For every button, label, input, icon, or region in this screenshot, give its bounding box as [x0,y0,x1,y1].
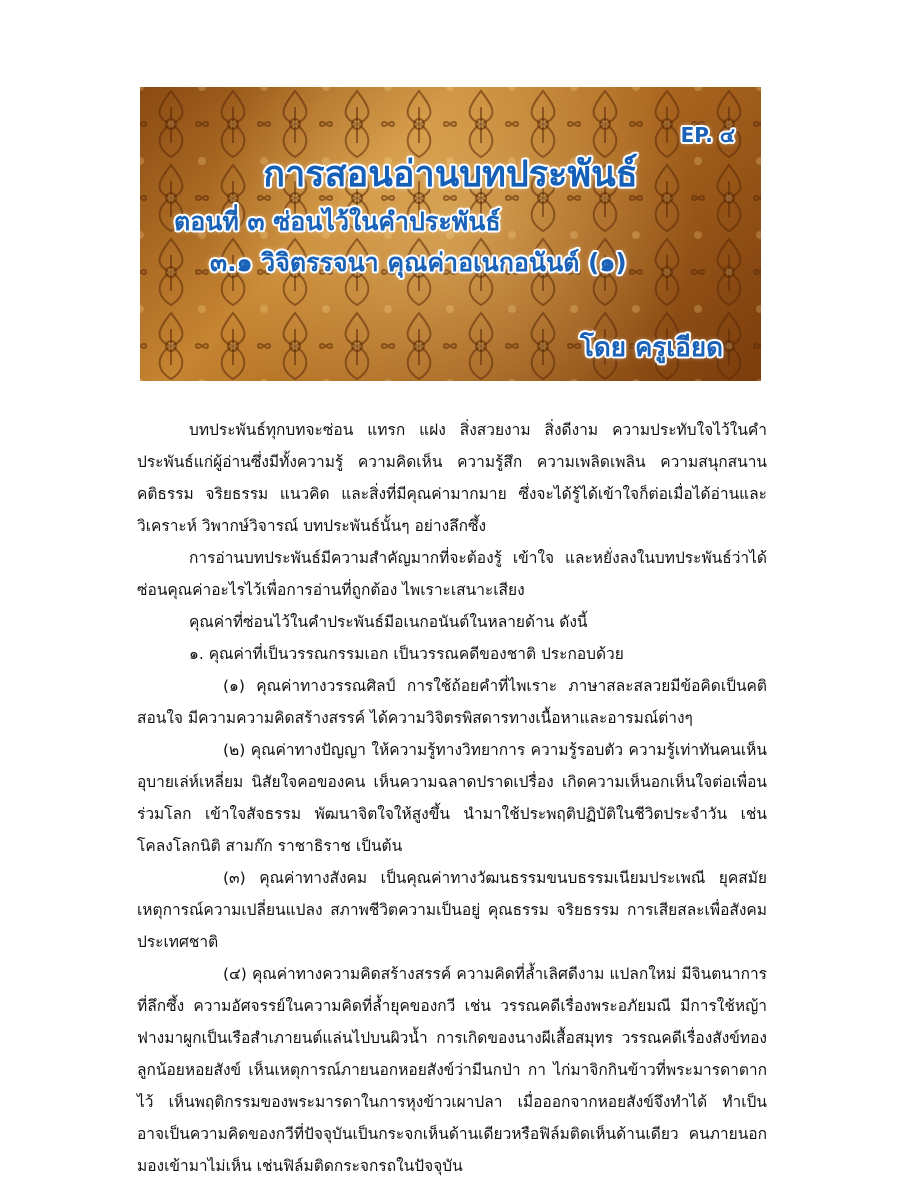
episode-label: EP. ๔ [680,123,735,147]
sub-item-wisdom: (๒) คุณค่าทางปัญญา ให้ความรู้ทางวิทยาการ ความรู้รอบตัว ความรู้เท่าทันคนเห็นอุบายเล่ห์เหลี่ยม นิสัยใจคอของคน เห็นความฉลาดปราดเปรื่อง เกิดความเห็นอกเห็นใจต่อเพื่อนร่วมโลก เข้าใจสัจธรรม พัฒนาจิตใจให้สูงขึ้น นำมาใช้ประพฤติปฏิบัติในชีวิตประจำวัน เช่น โคลงโลกนิติ สามก๊ก ราชาธิราช เป็นต้น [137,741,767,855]
paragraph-intro: บทประพันธ์ทุกบทจะซ่อน แทรก แฝง สิ่งสวยงาม สิ่งดีงาม ความประทับใจไว้ในคำประพันธ์แก่ผู้อ่านซึ่งมีทั้งความรู้ ความคิดเห็น ความรู้สึก ความเพลิดเพลิน ความสนุกสนาน คติธรรม จริยธรรม แนวคิด และสิ่งที่มีคุณค่ามากมาย ซึ่งจะได้รู้ได้เข้าใจก็ต่อเมื่อได้อ่านและวิเคราะห์ วิพากษ์วิจารณ์ บทประพันธ์นั้นๆ อย่างลึกซึ้ง [137,421,767,535]
sub-item-creative: (๔) คุณค่าทางความคิดสร้างสรรค์ ความคิดที่ล้ำเลิศดีงาม แปลกใหม่ มีจินตนาการที่ลึกซึ้ง ความอัศจรรย์ในความคิดที่ล้ำยุคของกวี เช่น วรรณคดีเรื่องพระอภัยมณี มีการใช้หญ้าฟางมาผูกเป็นเรือสำเภายนต์แล่นไปบนผิวน้ำ การเกิดของนางผีเสื้อสมุทร วรรณคดีเรื่องสังข์ทอง ลูกน้อยหอยสังข์ เห็นเหตุการณ์ภายนอกหอยสังข์ว่ามีนกป่า กา ไก่มาจิกกินข้าวที่พระมารดาตากไว้ เห็นพฤติกรรมของพระมารดาในการหุงข้าวเผาปลา เมื่อออกจากหอยสังข์จึงทำได้ ทำเป็น อาจเป็นความคิดของกวีที่ปัจจุบันเป็นกระจกเห็นด้านเดียวหรือฟิล์มติดเห็นด้านเดียว คนภายนอกมองเข้ามาไม่เห็น เช่นฟิล์มติดกระจกรถในปัจจุบัน [137,965,767,1175]
sub-item-literary: (๑) คุณค่าทางวรรณศิลป์ การใช้ถ้อยคำที่ไพเราะ ภาษาสละสลวยมีข้อคิดเป็นคติสอนใจ มีความความคิดสร้างสรรค์ ได้ความวิจิตรพิสดารทางเนื้อหาและอารมณ์ต่างๆ [137,677,767,727]
sub-item-social: (๓) คุณค่าทางสังคม เป็นคุณค่าทางวัฒนธรรมขนบธรรมเนียมประเพณี ยุคสมัย เหตุการณ์ความเปลี่ยนแปลง สภาพชีวิตความเป็นอยู่ คุณธรรม จริยธรรม การเสียสละเพื่อสังคม ประเทศชาติ [137,869,767,951]
chapter-heading: ตอนที่ ๓ ซ่อนไว้ในคำประพันธ์ [174,207,501,236]
banner-title: การสอนอ่านบทประพันธ์ [263,154,638,195]
paragraph-values-intro: คุณค่าที่ซ่อนไว้ในคำประพันธ์มีอเนกอนันต์ในหลายด้าน ดังนี้ [189,613,588,631]
author-label: โดย ครูเอียด [579,333,723,363]
paragraph-importance: การอ่านบทประพันธ์มีความสำคัญมากที่จะต้องรู้ เข้าใจ และหยั่งลงในบทประพันธ์ว่าได้ซ่อนคุณค่าอะไรไว้เพื่อการอ่านที่ถูกต้อง ไพเราะเสนาะเสียง [137,549,767,599]
section-heading: ๓.๑ วิจิตรรจนา คุณค่าอเนกอนันต์ (๑) [210,248,627,277]
header-banner [140,87,761,381]
document-body [137,414,767,1182]
list-item-1: ๑. คุณค่าที่เป็นวรรณกรรมเอก เป็นวรรณคดีของชาติ ประกอบด้วย [189,645,624,663]
